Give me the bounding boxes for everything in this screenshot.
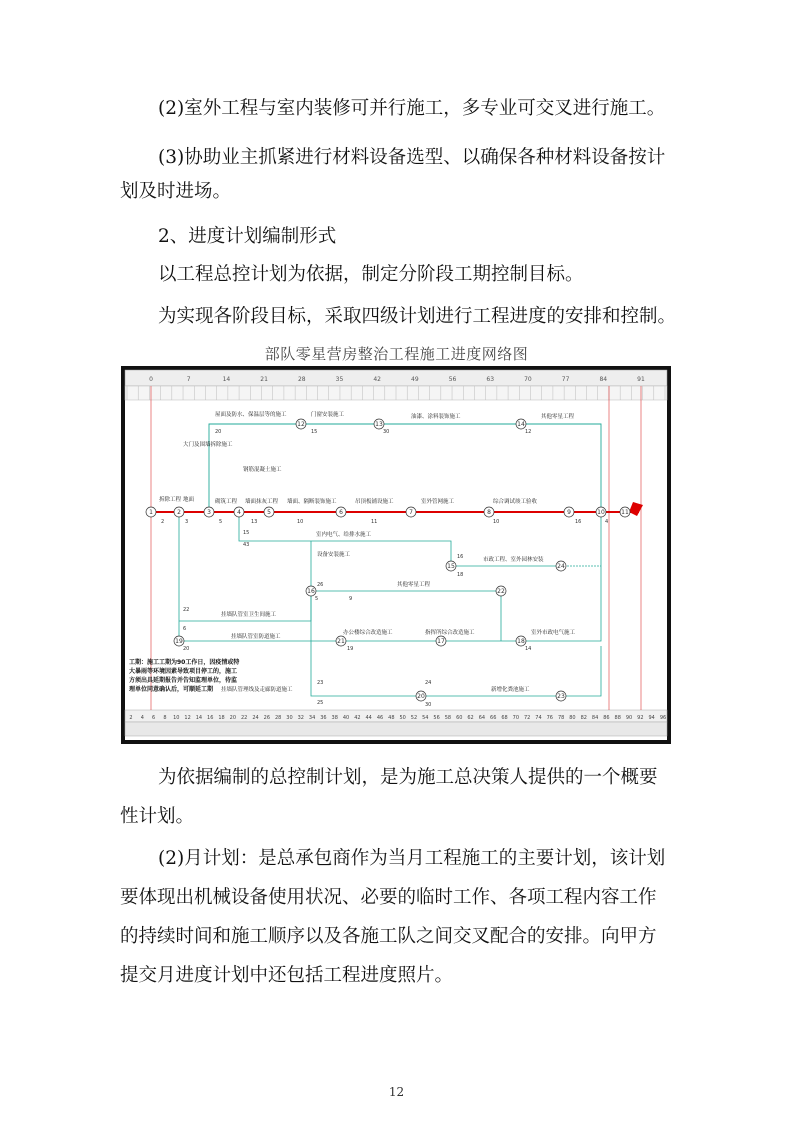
construction-period-note: 工期：施工工期为90工作日，因疫情或特: [129, 659, 240, 666]
duration-label: 10: [493, 519, 500, 525]
activity-label: 办公楼综合改造施工: [343, 630, 393, 636]
duration-label: 4: [605, 519, 609, 525]
duration-label: 13: [251, 519, 258, 525]
network-diagram: [121, 366, 671, 744]
bottom-tick-label: 94: [648, 715, 655, 721]
bottom-tick-label: 42: [354, 715, 361, 721]
node-label: 21: [337, 638, 345, 645]
node-label: 7: [409, 509, 413, 516]
duration-label: 6: [183, 626, 187, 632]
bottom-tick-label: 66: [490, 715, 497, 721]
activity-label: 室内电气、给排水施工: [316, 532, 372, 538]
bottom-tick-label: 2: [129, 715, 133, 721]
construction-period-note: 理单位同意确认后，可顺延工期: [129, 686, 214, 693]
duration-label: 26: [317, 582, 324, 588]
bottom-tick-label: 50: [399, 715, 406, 721]
duration-label: 15: [311, 429, 318, 435]
duration-label: 5: [219, 519, 223, 525]
duration-label: 20: [183, 646, 190, 652]
bottom-tick-label: 22: [241, 715, 248, 721]
node-label: 17: [437, 638, 445, 645]
bottom-tick-label: 12: [184, 715, 191, 721]
node-label: 9: [567, 509, 571, 516]
paragraph-master-plan-summary-cont: 性计划。: [120, 806, 195, 827]
node-label: 22: [497, 588, 505, 595]
top-tick-label: 63: [486, 376, 495, 383]
node-label: 2: [177, 509, 181, 516]
duration-label: 30: [425, 702, 432, 708]
activity-label: 挂墙队管室卫生间施工: [221, 612, 277, 618]
bottom-tick-label: 48: [388, 715, 395, 721]
activity-label: 其他零星工程: [397, 582, 431, 588]
bottom-tick-label: 74: [535, 715, 542, 721]
construction-period-note: 方须出具延期报告并告知监理单位，待监: [129, 677, 238, 684]
paragraph-monthly-plan: (2)月计划：是总承包商作为当月工程施工的主要计划，该计划: [158, 848, 666, 869]
bottom-tick-label: 64: [478, 715, 486, 721]
activity-label: 大门及围墙拆除施工: [183, 442, 233, 448]
node-label: 24: [557, 563, 565, 570]
top-tick-label: 42: [373, 376, 381, 383]
node-label: 1: [149, 509, 153, 516]
bottom-tick-label: 16: [207, 715, 214, 721]
paragraph-four-level-plan: 为实现各阶段目标，采取四级计划进行工程进度的安排和控制。: [158, 306, 677, 327]
bottom-tick-label: 78: [557, 715, 565, 721]
bottom-tick-label: 72: [523, 715, 531, 721]
paragraph-material-selection: (3)协助业主抓紧进行材料设备选型、以确保各种材料设备按计: [158, 147, 666, 168]
activity-label: 门窗安装施工: [311, 412, 345, 418]
duration-label: 18: [457, 572, 464, 578]
duration-label: 10: [297, 519, 304, 525]
node-label: 12: [297, 421, 305, 428]
bottom-tick-label: 30: [286, 715, 293, 721]
bottom-tick-label: 20: [229, 715, 237, 721]
bottom-tick-label: 90: [625, 715, 633, 721]
duration-label: 11: [371, 519, 378, 525]
bottom-tick-label: 18: [218, 715, 225, 721]
bottom-tick-label: 28: [274, 715, 282, 721]
activity-label: 市政工程、室外园林安装: [483, 557, 544, 563]
bottom-tick-label: 52: [410, 715, 418, 721]
paragraph-parallel-construction: (2)室外工程与室内装修可并行施工，多专业可交叉进行施工。: [158, 98, 666, 119]
top-tick-label: 0: [149, 376, 153, 383]
top-tick-label: 28: [297, 376, 306, 383]
paragraph-master-plan: 以工程总控计划为依据，制定分阶段工期控制目标。: [158, 264, 584, 285]
node-label: 11: [621, 509, 629, 516]
bottom-tick-label: 84: [591, 715, 599, 721]
node-label: 8: [487, 509, 491, 516]
node-label: 5: [267, 509, 271, 516]
duration-label: 2: [161, 519, 165, 525]
bottom-tick-label: 34: [308, 715, 316, 721]
bottom-tick-label: 80: [569, 715, 576, 721]
bottom-tick-label: 60: [456, 715, 463, 721]
node-label: 18: [517, 638, 525, 645]
duration-label: 20: [215, 429, 222, 435]
node-label: 23: [557, 693, 565, 700]
bottom-week-ruler: [125, 722, 667, 736]
top-tick-label: 91: [637, 376, 645, 383]
activity-label: 新增化粪池施工: [491, 687, 530, 693]
page-number: 12: [388, 1085, 405, 1099]
activity-label: 地面: [183, 497, 195, 503]
activity-label: 砌筑工程: [215, 499, 238, 505]
duration-label: 15: [243, 530, 250, 536]
bottom-tick-label: 96: [659, 715, 667, 721]
bottom-tick-label: 38: [331, 715, 338, 721]
bottom-tick-label: 24: [252, 715, 259, 721]
duration-label: 30: [383, 429, 390, 435]
bottom-tick-label: 4: [140, 715, 144, 721]
node-label: 10: [597, 509, 605, 516]
bottom-tick-label: 92: [637, 715, 644, 721]
activity-label: 吊顶板铺设施工: [355, 499, 394, 505]
paragraph-monthly-plan-line4: 提交月进度计划中还包括工程进度照片。: [120, 965, 454, 986]
duration-label: 25: [317, 700, 324, 706]
duration-label: 3: [185, 519, 189, 525]
activity-label: 屋面及防水、保温层等的施工: [215, 412, 287, 418]
duration-label: 14: [525, 646, 532, 652]
activity-label: 钢筋混凝土施工: [243, 467, 282, 473]
node-label: 13: [375, 421, 383, 428]
top-tick-label: 49: [411, 376, 419, 383]
activity-label: 其他零星工程: [541, 414, 575, 420]
duration-label: 22: [183, 607, 190, 613]
section-heading-schedule-form: 2、进度计划编制形式: [158, 226, 337, 247]
bottom-tick-label: 6: [152, 715, 156, 721]
node-label: 4: [237, 509, 241, 516]
activity-label: 墙面、隔断装饰施工: [287, 499, 337, 505]
figure-title: 部队零星营房整治工程施工进度网络图: [264, 345, 529, 363]
bottom-tick-label: 26: [263, 715, 271, 721]
duration-label: 12: [525, 429, 532, 435]
bottom-tick-label: 40: [342, 715, 350, 721]
activity-label: 室外管网施工: [421, 499, 455, 505]
activity-label: 综合调试竣工验收: [493, 499, 538, 505]
paragraph-master-plan-summary: 为依据编制的总控制计划，是为施工总决策人提供的一个概要: [158, 767, 658, 788]
bottom-tick-label: 10: [173, 715, 180, 721]
activity-label: 室外市政电气施工: [531, 630, 576, 636]
activity-label: 油漆、涂料装饰施工: [411, 414, 461, 420]
node-label: 3: [207, 509, 211, 516]
bottom-tick-label: 36: [320, 715, 327, 721]
bottom-tick-label: 32: [297, 715, 304, 721]
bottom-tick-label: 86: [603, 715, 610, 721]
activity-label: 设备安装施工: [317, 552, 351, 558]
activity-label: 拆除工程: [159, 497, 182, 503]
node-label: 6: [339, 509, 343, 516]
duration-label: 16: [457, 554, 464, 560]
paragraph-monthly-plan-line2: 要体现出机械设备使用状况、必要的临时工作、各项工程内容工作: [120, 887, 657, 908]
node-label: 16: [307, 588, 315, 595]
top-time-ruler: [125, 370, 667, 386]
bottom-tick-label: 44: [365, 715, 372, 721]
bottom-tick-label: 56: [433, 715, 440, 721]
top-tick-label: 70: [524, 376, 532, 383]
bottom-tick-label: 70: [512, 715, 520, 721]
top-tick-label: 7: [186, 376, 191, 383]
node-label: 15: [447, 563, 455, 570]
top-tick-label: 21: [260, 376, 268, 383]
bottom-tick-label: 68: [501, 715, 508, 721]
top-tick-label: 35: [335, 376, 344, 383]
construction-period-note: 大暴雨等环境因素导致项目停工的，施工: [129, 668, 238, 675]
node-label: 20: [417, 693, 425, 700]
node-label: 19: [175, 638, 183, 645]
duration-label: 16: [575, 519, 582, 525]
duration-label: 9: [349, 596, 353, 602]
bottom-tick-label: 82: [580, 715, 587, 721]
bottom-tick-label: 76: [546, 715, 553, 721]
paragraph-monthly-plan-line3: 的持续时间和施工顺序以及各施工队之间交叉配合的安排。向甲方: [120, 926, 657, 947]
activity-label: 挂墙队管室防道施工: [231, 634, 281, 640]
duration-label: 19: [347, 646, 354, 652]
bottom-tick-label: 46: [376, 715, 384, 721]
bottom-tick-label: 54: [422, 715, 429, 721]
top-tick-label: 77: [561, 376, 570, 383]
activity-label: 指挥所综合改造施工: [425, 630, 475, 636]
top-tick-label: 14: [222, 376, 231, 383]
duration-label: 43: [243, 542, 250, 548]
bottom-tick-label: 58: [444, 715, 452, 721]
bottom-tick-label: 14: [195, 715, 203, 721]
activity-label: 挂墙队管理线及走廊防道施工: [221, 687, 293, 693]
duration-label: 23: [317, 680, 324, 686]
activity-label: 墙面抹灰工程: [245, 499, 279, 505]
duration-label: 24: [425, 680, 432, 686]
duration-label: 5: [315, 596, 319, 602]
node-label: 14: [517, 421, 525, 428]
top-tick-label: 84: [599, 376, 608, 383]
bottom-tick-label: 8: [163, 715, 167, 721]
diagram-canvas: [125, 370, 667, 740]
paragraph-material-selection-cont: 划及时进场。: [120, 181, 232, 202]
top-tick-label: 56: [448, 376, 457, 383]
bottom-tick-label: 62: [467, 715, 474, 721]
bottom-tick-label: 88: [614, 715, 621, 721]
